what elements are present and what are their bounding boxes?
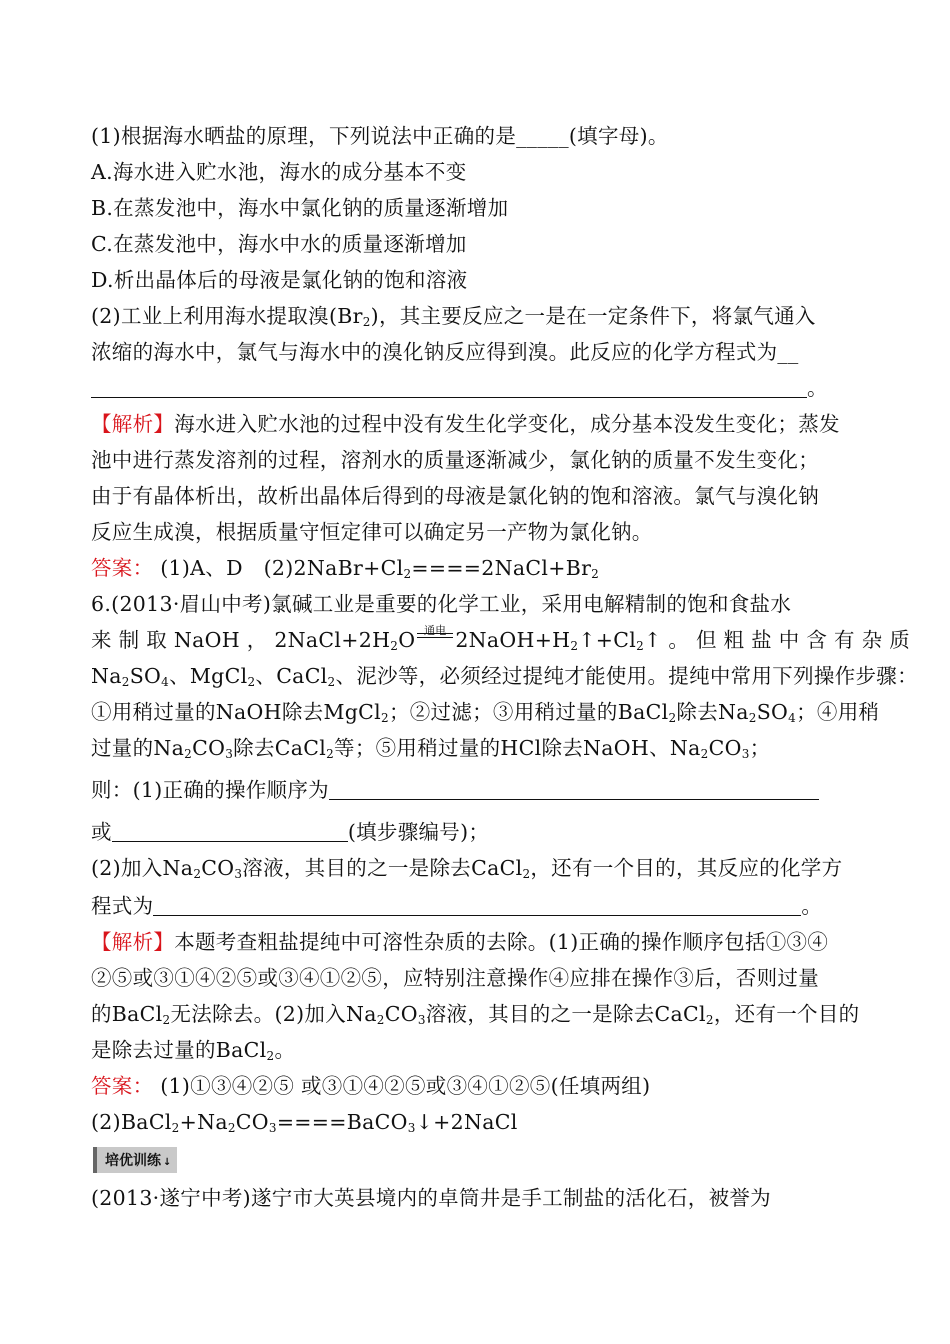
q6-line-4: ①用稍过量的NaOH除去MgCl$_2$；②过滤；③用稍过量的BaCl$_2$除去$Na_2SO_4$；④用稍 [91,700,880,725]
answer-blank [112,819,348,842]
q2-line-2: 浓缩的海水中，氯气与海水中的溴化钠反应得到溴。此反应的化学方程式为__ [91,340,799,364]
q1-stem: (1)根据海水晒盐的原理，下列说法中正确的是_____(填字母)。 [91,124,669,148]
q1-option-d: D.析出晶体后的母液是氯化钠的饱和溶液 [91,268,468,292]
q6-line-2: 来 制 取 NaOH ， $2NaCl+2H_2O$ 通电 $2NaOH+H_2↑+Cl_2↑$ 。 但 粗 盐 中 含 有 杂 质 [91,624,911,653]
answer-blank [91,375,807,398]
reaction-condition: 通电 [415,627,455,647]
answer-label: 答案： [91,556,154,580]
q6-line-1: 6.(2013·眉山中考)氯碱工业是重要的化学工业，采用电解精制的饱和食盐水 [91,592,792,616]
q1-option-b: B.在蒸发池中，海水中氯化钠的质量逐渐增加 [91,196,509,220]
jiexi1-line-1: 【解析】海水进入贮水池的过程中没有发生化学变化，成分基本没发生变化；蒸发 [91,412,840,436]
q6-line-7: 或 (填步骤编号)； [91,820,490,844]
q6-line-6: 则：(1)正确的操作顺序为 [91,772,871,808]
q2-line-1: (2)工业上利用海水提取溴$(Br_2)$，其主要反应之一是在一定条件下，将氯气通入 [91,304,816,329]
q6-line-3: $Na_2SO_4$、MgCl$_2$、CaCl$_2$、泥沙等，必须经过提纯才能使用。提纯中常用下列操作步骤： [91,664,918,689]
jiexi-tag: 【解析】 [91,412,175,436]
jiexi1-line-3: 由于有晶体析出，故析出晶体后得到的母液是氯化钠的饱和溶液。氯气与溴化钠 [91,484,819,508]
section-badge: 培优训练 ↓ [93,1147,177,1173]
q2-line-3: 。 [91,370,871,406]
jiexi-tag: 【解析】 [91,930,175,954]
q6-line-9: 程式为 。 [91,894,823,918]
jiexi1-line-4: 反应生成溴，根据质量守恒定律可以确定另一产物为氯化钠。 [91,520,653,544]
jiexi1-line-2: 池中进行蒸发溶剂的过程，溶剂水的质量逐渐减少，氯化钠的质量不发生变化； [91,448,819,472]
down-arrow-icon: ↓ [163,1157,172,1168]
jiexi2-line-1: 【解析】本题考查粗盐提纯中可溶性杂质的去除。(1)正确的操作顺序包括①③④ [91,930,829,954]
jiexi2-line-2: ②⑤或③①④②⑤或③④①②⑤，应特别注意操作④应排在操作③后，否则过量 [91,966,819,990]
q-last-line-1: (2013·遂宁中考)遂宁市大英县境内的卓筒井是手工制盐的活化石，被誉为 [91,1186,771,1210]
q1-option-a: A.海水进入贮水池，海水的成分基本不变 [91,160,467,184]
answer2-line-2: $(2)BaCl_2+Na_2CO_3====BaCO_3↓+2NaCl$ [91,1110,518,1135]
jiexi2-line-3: 的BaCl$_2$无法除去。(2)加入$Na_2CO_3$溶液，其目的之一是除去CaCl$_2$，还有一个目的 [91,1002,860,1027]
answer1: 答案： (1)A、D $(2)2NaBr+Cl_2====2NaCl+Br_2$ [91,556,600,581]
q6-line-5: 过量的$Na_2CO_3$除去CaCl$_2$等；⑤用稍过量的HCl除去NaOH、$Na_2CO_3$； [91,736,771,761]
answer-blank [329,777,819,800]
q6-line-8: (2)加入$Na_2CO_3$溶液，其目的之一是除去CaCl$_2$，还有一个目的，其反应的化学方 [91,856,843,881]
jiexi2-line-4: 是除去过量的BaCl$_2$。 [91,1038,296,1063]
q1-option-c: C.在蒸发池中，海水中水的质量逐渐增加 [91,232,467,256]
answer-label: 答案： [91,1074,154,1098]
answer-blank [153,893,801,916]
answer2-line-1: 答案： (1)①③④②⑤ 或③①④②⑤或③④①②⑤(任填两组) [91,1074,651,1098]
